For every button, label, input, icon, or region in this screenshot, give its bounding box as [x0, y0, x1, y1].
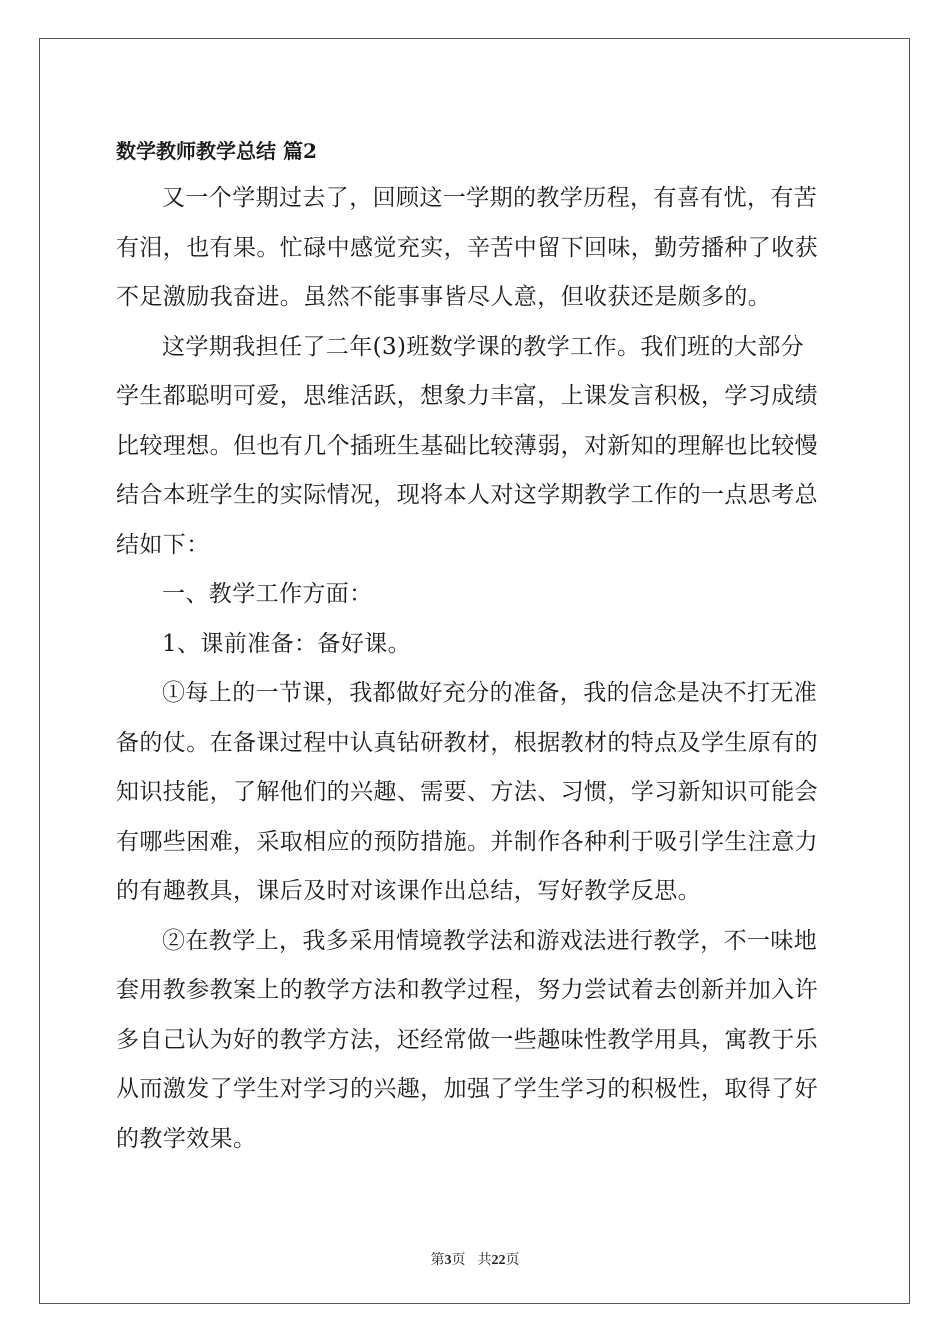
paragraph-intro — [116, 174, 832, 323]
text-line: 结如下： — [116, 531, 210, 558]
text-line: ①每上的一节课，我都做好充分的准备，我的信念是决不打无准 — [162, 680, 818, 706]
subsection-heading — [116, 620, 832, 670]
text-line: 这学期我担任了二年(3)班数学课的教学工作。我们班的大部分 — [162, 333, 805, 360]
text-line: 的有趣教具，课后及时对该课作出总结，写好教学反思。 — [116, 878, 701, 904]
section-heading — [116, 570, 832, 620]
page-number-suffix: 页 — [451, 1253, 466, 1268]
page-total-suffix: 页 — [505, 1253, 520, 1268]
text-line: 又一个学期过去了，回顾这一学期的教学历程，有喜有忧，有苦 — [162, 185, 818, 211]
text-line: 结合本班学生的实际情况，现将本人对这学期教学工作的一点思考总 — [116, 482, 818, 508]
text-line: 知识技能，了解他们的兴趣、需要、方法、习惯，学习新知识可能会 — [116, 779, 818, 805]
paragraph-class-overview — [116, 323, 832, 571]
text-line: 比较理想。但也有几个插班生基础比较薄弱，对新知的理解也比较慢 — [116, 432, 818, 459]
document-body — [116, 128, 832, 1164]
text-line: 从而激发了学生对学习的兴趣，加强了学生学习的积极性，取得了好 — [116, 1076, 818, 1102]
text-line: 备的仗。在备课过程中认真钻研教材，根据教材的特点及学生原有的 — [116, 729, 818, 756]
text-line: 一、教学工作方面： — [162, 581, 373, 607]
text-line: 有泪，也有果。忙碌中感觉充实，辛苦中留下回味，勤劳播种了收获 — [116, 234, 818, 261]
page-number-total: 22 — [491, 1253, 506, 1268]
text-line: 学生都聪明可爱，思维活跃，想象力丰富，上课发言积极，学习成绩 — [116, 383, 818, 409]
text-line: ②在教学上，我多采用情境教学法和游戏法进行教学，不一味地 — [162, 927, 818, 954]
text-line: 1、课前准备：备好课。 — [162, 630, 412, 657]
page-number-prefix: 第 — [430, 1253, 445, 1268]
paragraph-item-1 — [116, 669, 832, 917]
text-line: 不足激励我奋进。虽然不能事事皆尽人意，但收获还是颇多的。 — [116, 284, 772, 310]
document-title: 数学教师教学总结 篇2 — [116, 139, 317, 163]
text-line: 有哪些困难，采取相应的预防措施。并制作各种利于吸引学生注意力 — [116, 828, 818, 855]
paragraph-item-2 — [116, 917, 832, 1165]
text-line: 套用教参教案上的教学方法和教学过程，努力尝试着去创新并加入许 — [116, 977, 818, 1003]
page-footer — [0, 1251, 950, 1271]
page-number-current: 3 — [444, 1253, 452, 1268]
text-line: 多自己认为好的教学方法，还经常做一些趣味性教学用具，寓教于乐 — [116, 1026, 818, 1053]
page-total-prefix: 共 — [477, 1253, 492, 1268]
text-line: 的教学效果。 — [116, 1125, 257, 1152]
